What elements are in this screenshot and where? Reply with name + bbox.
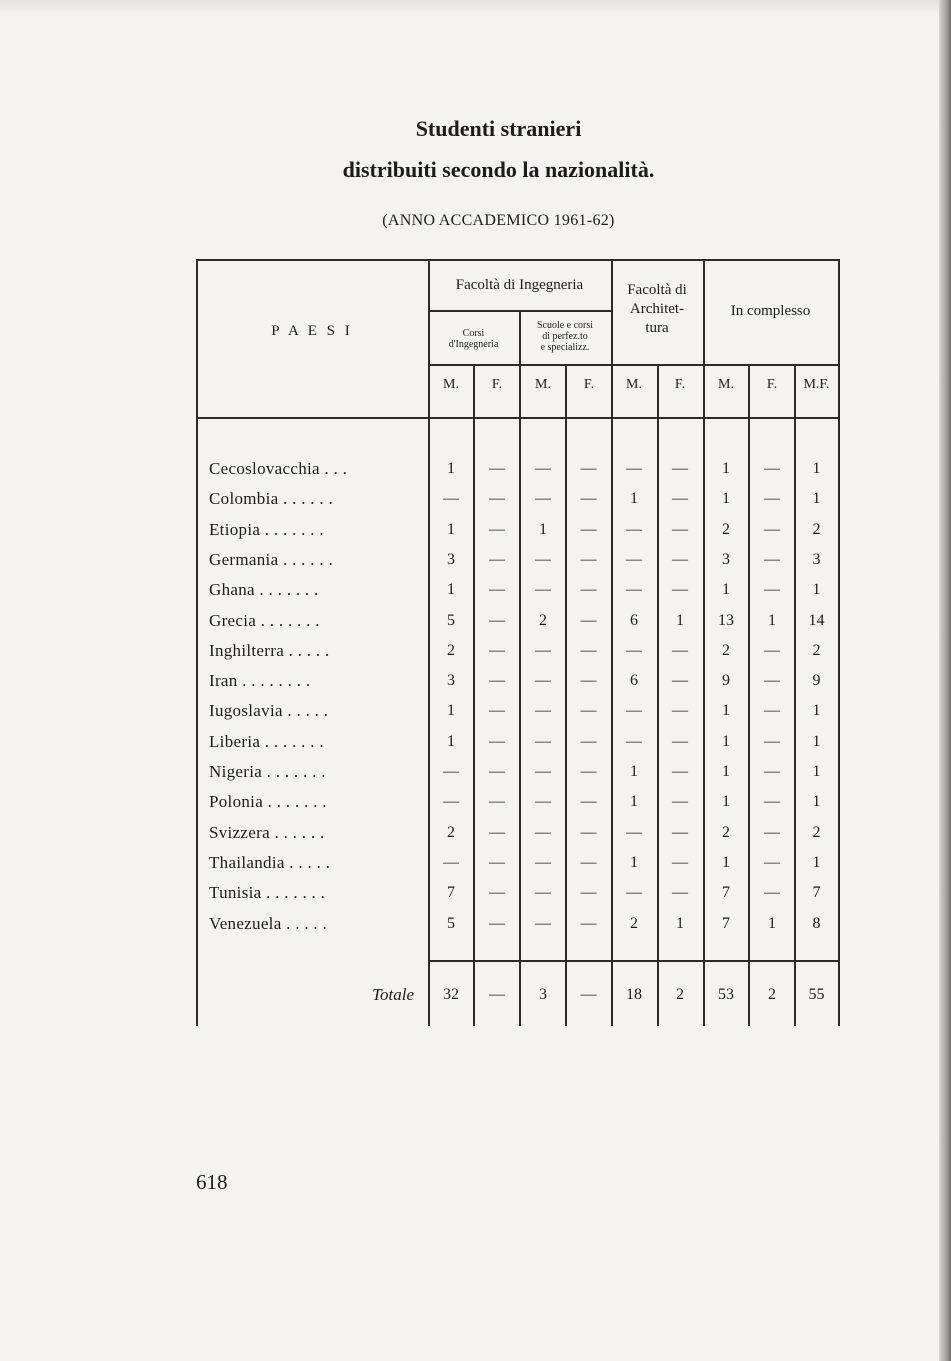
table-cell: — <box>764 672 780 690</box>
table-cell: 1 <box>812 702 821 720</box>
header-paesi: P A E S I <box>271 323 353 339</box>
table-cell: — <box>489 641 505 659</box>
country-name: Inghilterra . . . . . <box>209 640 330 660</box>
country-name: Colombia . . . . . . <box>209 489 334 509</box>
table-cell: 3 <box>447 550 455 568</box>
table-cell: — <box>535 884 551 902</box>
table-cell: — <box>489 581 505 599</box>
table-cell: 1 <box>447 732 455 750</box>
table-cell: 1 <box>722 490 730 508</box>
table-cell: 1 <box>722 763 730 780</box>
table-cell: — <box>672 581 688 599</box>
country-name: Thailandia . . . . . <box>209 852 331 872</box>
total-cell: 2 <box>676 986 684 1003</box>
total-row <box>0 980 951 1010</box>
table-cell: 1 <box>722 702 730 720</box>
table-cell: 6 <box>630 672 638 690</box>
table-cell: — <box>764 853 780 871</box>
table-cell: — <box>672 853 688 871</box>
country-name: Grecia . . . . . . . <box>209 610 320 630</box>
table-cell: — <box>672 702 688 720</box>
total-cell: 53 <box>718 986 734 1003</box>
table-cell: 2 <box>812 520 821 538</box>
table-cell: — <box>672 763 688 780</box>
table-cell: 2 <box>812 823 821 841</box>
table-cell: — <box>764 884 780 902</box>
table-cell: — <box>764 823 780 841</box>
page-title-line2: distribuiti secondo la nazionalità. <box>342 157 655 182</box>
table-cell: — <box>489 490 505 508</box>
table-cell: 2 <box>722 641 730 659</box>
table-cell: 1 <box>722 732 730 750</box>
table-cell: 1 <box>768 914 776 932</box>
table-row <box>0 484 951 514</box>
table-cell: — <box>489 884 505 902</box>
table-cell: — <box>672 793 688 811</box>
page-title: Studenti stranieri <box>415 116 582 141</box>
table-cell: 2 <box>722 823 730 841</box>
total-cell: — <box>580 986 597 1003</box>
table-row <box>0 545 951 575</box>
table-cell: 8 <box>812 914 821 932</box>
table-cell: — <box>443 490 459 508</box>
table-cell: — <box>626 460 642 477</box>
table-cell: — <box>672 490 688 508</box>
table-cell: 5 <box>447 611 455 629</box>
table-cell: 1 <box>447 460 455 477</box>
table-cell: 1 <box>722 793 730 811</box>
table-cell: — <box>764 460 780 477</box>
table-cell: 2 <box>630 914 638 932</box>
table-cell: — <box>580 611 597 629</box>
table-cell: — <box>626 581 642 599</box>
table-cell: — <box>580 581 597 599</box>
table-cell: — <box>764 490 780 508</box>
country-name: Germania . . . . . . <box>209 549 334 569</box>
total-cell: 3 <box>539 986 547 1003</box>
table-cell: 3 <box>447 672 455 690</box>
table-cell: — <box>535 823 551 841</box>
total-label: Totale <box>372 985 414 1004</box>
table-cell: 9 <box>722 672 730 690</box>
table-cell: — <box>672 672 688 690</box>
header-m: M. <box>718 377 734 392</box>
table-cell: — <box>535 702 551 720</box>
table-cell: — <box>580 853 597 871</box>
table-cell: — <box>580 460 597 477</box>
table-cell: — <box>443 763 459 780</box>
table-cell: 7 <box>812 884 821 902</box>
table-row <box>0 848 951 878</box>
table-row <box>0 727 951 757</box>
table-cell: — <box>626 702 642 720</box>
table-cell: — <box>626 550 642 568</box>
table-cell: 1 <box>630 793 638 811</box>
header-in-complesso: In complesso <box>730 303 811 319</box>
table-cell: — <box>489 732 505 750</box>
country-name: Iugoslavia . . . . . <box>209 701 329 721</box>
table-cell: — <box>580 884 597 902</box>
table-cell: 1 <box>722 581 730 599</box>
table-cell: 1 <box>812 460 821 477</box>
total-cell: — <box>489 986 505 1003</box>
country-name: Ghana . . . . . . . <box>209 580 319 600</box>
table-cell: 1 <box>812 732 821 750</box>
table-row <box>0 909 951 939</box>
country-name: Liberia . . . . . . . <box>209 731 324 751</box>
table-cell: — <box>535 672 551 690</box>
table-cell: — <box>489 914 505 932</box>
table-cell: — <box>580 520 597 538</box>
table-cell: — <box>535 732 551 750</box>
country-name: Venezuela . . . . . <box>209 913 328 933</box>
table-cell: — <box>580 672 597 690</box>
table-row <box>0 606 951 636</box>
table-cell: — <box>489 702 505 720</box>
table-cell: — <box>443 793 459 811</box>
total-separator-line <box>428 960 838 962</box>
table-top-border <box>196 259 839 261</box>
total-cell: 18 <box>626 986 642 1003</box>
table-cell: — <box>489 550 505 568</box>
table-cell: — <box>672 520 688 538</box>
country-name: Polonia . . . . . . . <box>209 792 327 812</box>
table-cell: — <box>580 641 597 659</box>
country-name: Cecoslovacchia . . . <box>209 459 348 478</box>
table-cell: 1 <box>722 853 730 871</box>
header-bottom-line <box>196 417 839 419</box>
table-cell: 1 <box>812 853 821 871</box>
header-corsi: Corsi d'Ingegneria <box>448 328 499 350</box>
table-cell: — <box>580 823 597 841</box>
table-cell: 3 <box>722 550 730 568</box>
table-cell: 1 <box>676 611 684 629</box>
table-cell: — <box>672 460 688 477</box>
table-cell: — <box>535 914 551 932</box>
table-cell: — <box>626 641 642 659</box>
table-cell: 13 <box>718 611 734 629</box>
header-m: M. <box>535 377 551 392</box>
table-cell: — <box>535 641 551 659</box>
country-name: Svizzera . . . . . . <box>209 822 325 842</box>
table-cell: — <box>489 520 505 538</box>
table-cell: — <box>626 732 642 750</box>
table-cell: — <box>580 550 597 568</box>
total-cell: 2 <box>768 986 776 1003</box>
table-cell: — <box>764 732 780 750</box>
table-row <box>0 757 951 787</box>
table-row <box>0 636 951 666</box>
table-cell: — <box>672 884 688 902</box>
header-m: M. <box>443 377 459 392</box>
header-mf-line <box>428 364 838 366</box>
table-row <box>0 575 951 605</box>
table-cell: 1 <box>447 702 455 720</box>
table-cell: — <box>535 490 551 508</box>
table-cell: — <box>580 732 597 750</box>
table-cell: — <box>672 823 688 841</box>
table-row <box>0 878 951 908</box>
header-m: M. <box>626 377 642 392</box>
header-f: F. <box>674 377 686 392</box>
table-cell: — <box>626 884 642 902</box>
table-cell: 5 <box>447 914 455 932</box>
table-cell: 1 <box>630 853 638 871</box>
page-top-shadow <box>0 0 951 14</box>
table-cell: 1 <box>812 581 821 599</box>
header-f: F. <box>491 377 503 392</box>
header-mf: M.F. <box>803 377 830 392</box>
table-cell: 1 <box>676 914 684 932</box>
table-cell: 1 <box>630 763 638 780</box>
table-cell: — <box>626 823 642 841</box>
table-cell: 9 <box>812 672 821 690</box>
table-cell: — <box>535 763 551 780</box>
table-cell: — <box>672 732 688 750</box>
table-cell: — <box>535 550 551 568</box>
table-row <box>0 515 951 545</box>
table-cell: — <box>580 490 597 508</box>
table-cell: — <box>580 914 597 932</box>
table-cell: 6 <box>630 611 638 629</box>
table-cell: 7 <box>722 914 730 932</box>
country-name: Iran . . . . . . . . <box>209 671 311 691</box>
table-cell: 3 <box>812 550 821 568</box>
table-row <box>0 454 951 484</box>
table-cell: — <box>672 641 688 659</box>
table-cell: 1 <box>630 490 638 508</box>
table-cell: — <box>535 853 551 871</box>
country-name: Nigeria . . . . . . . <box>209 762 326 781</box>
table-cell: — <box>580 702 597 720</box>
table-cell: 1 <box>812 793 821 811</box>
header-facolta-architettura: Facoltà di Architet- tura <box>627 282 687 336</box>
table-cell: — <box>443 853 459 871</box>
table-cell: 1 <box>447 520 455 538</box>
country-name: Etiopia . . . . . . . <box>209 519 324 539</box>
table-row <box>0 666 951 696</box>
total-cell: 32 <box>443 986 459 1003</box>
table-cell: — <box>764 520 780 538</box>
table-cell: — <box>489 460 505 477</box>
table-cell: — <box>764 702 780 720</box>
header-f: F. <box>766 377 778 392</box>
table-cell: 7 <box>722 884 730 902</box>
table-cell: — <box>626 520 642 538</box>
table-cell: — <box>764 793 780 811</box>
table-cell: 7 <box>447 884 455 902</box>
table-cell: 2 <box>722 520 730 538</box>
table-cell: — <box>489 793 505 811</box>
table-cell: 1 <box>539 520 547 538</box>
table-cell: 2 <box>447 641 455 659</box>
table-cell: 1 <box>812 490 821 508</box>
table-cell: — <box>672 550 688 568</box>
header-facolta-ingegneria: Facoltà di Ingegneria <box>455 277 584 293</box>
total-cell: 55 <box>808 986 825 1003</box>
table-cell: 14 <box>808 611 825 629</box>
table-cell: — <box>489 853 505 871</box>
country-name: Tunisia . . . . . . . <box>209 883 326 903</box>
table-cell: — <box>764 641 780 659</box>
table-row <box>0 696 951 726</box>
table-cell: — <box>535 581 551 599</box>
table-row <box>0 787 951 817</box>
table-cell: — <box>489 823 505 841</box>
table-cell: 1 <box>768 611 776 629</box>
table-cell: — <box>580 793 597 811</box>
header-f: F. <box>583 377 595 392</box>
table-row <box>0 818 951 848</box>
page-number: 618 <box>196 1170 228 1194</box>
table-cell: 1 <box>722 460 730 477</box>
header-scuole: Scuole e corsi di perfez.to e specializz. <box>536 320 594 353</box>
table-cell: — <box>764 550 780 568</box>
table-cell: 2 <box>812 641 821 659</box>
table-cell: 2 <box>539 611 547 629</box>
table-cell: — <box>535 793 551 811</box>
table-cell: — <box>535 460 551 477</box>
table-cell: — <box>489 763 505 780</box>
table-cell: 2 <box>447 823 455 841</box>
table-cell: — <box>764 581 780 599</box>
table-cell: 1 <box>812 763 821 780</box>
table-cell: 1 <box>447 581 455 599</box>
table-cell: — <box>489 611 505 629</box>
table-cell: — <box>489 672 505 690</box>
table-cell: — <box>764 763 780 780</box>
table-cell: — <box>580 763 597 780</box>
page-subtitle: (ANNO ACCADEMICO 1961-62) <box>382 212 615 229</box>
